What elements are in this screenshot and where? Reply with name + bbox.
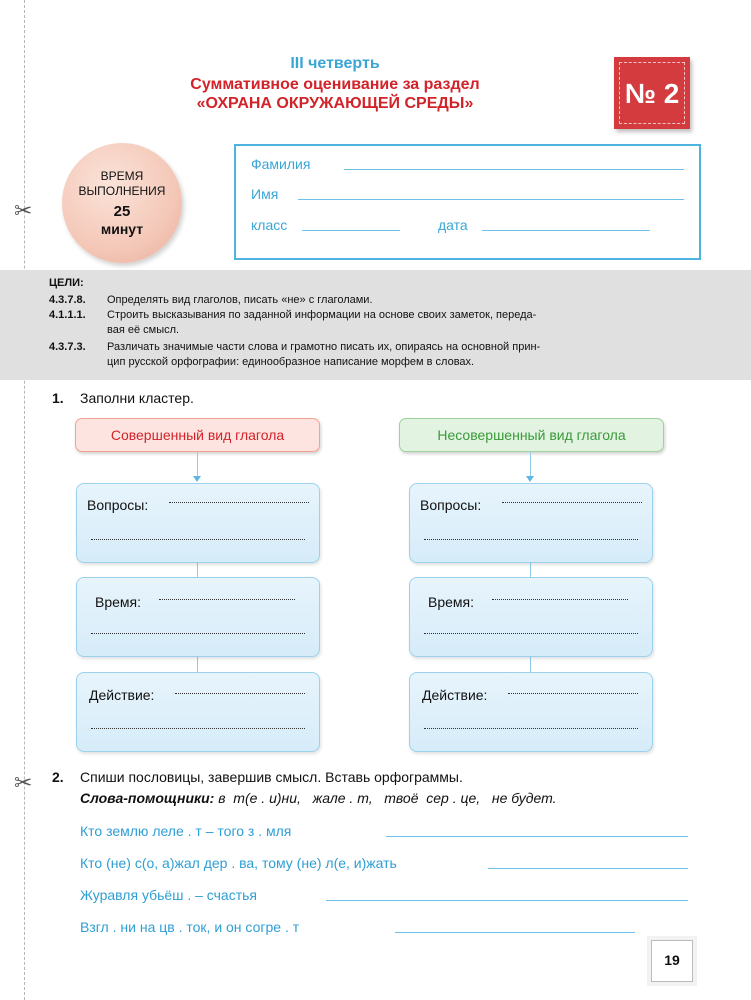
goals-title: ЦЕЛИ: bbox=[49, 277, 84, 289]
perfective-heading: Совершенный вид глагола bbox=[75, 418, 320, 452]
goal-code: 4.3.7.3. bbox=[49, 341, 86, 353]
answer-line bbox=[424, 539, 638, 540]
tense-label: Время: bbox=[95, 594, 142, 610]
arrow-down-icon bbox=[193, 476, 201, 482]
task1-instruction: Заполни кластер. bbox=[80, 390, 194, 406]
goal-item bbox=[49, 340, 540, 354]
scissors-icon: ✂ bbox=[14, 770, 33, 795]
questions-label: Вопросы: bbox=[420, 497, 482, 513]
proverb-4: Взгл . ни на цв . ток, и он согре . т bbox=[80, 919, 300, 935]
page-number: 19 bbox=[651, 940, 693, 982]
answer-line bbox=[91, 633, 305, 634]
cut-line bbox=[24, 0, 25, 1000]
perfective-questions-box[interactable] bbox=[76, 483, 320, 563]
proverb-answer-line[interactable] bbox=[488, 868, 688, 869]
answer-line bbox=[502, 502, 642, 503]
arrow-down-icon bbox=[526, 476, 534, 482]
action-label: Действие: bbox=[422, 687, 488, 703]
goals-panel bbox=[0, 270, 751, 380]
action-label: Действие: bbox=[89, 687, 155, 703]
assessment-number: № 2 bbox=[619, 62, 685, 124]
surname-label: Фамилия bbox=[251, 156, 311, 172]
helper-words bbox=[80, 790, 557, 806]
goal-text-cont: вая её смысл. bbox=[107, 324, 180, 336]
proverb-3: Журавля убьёш . – счастья bbox=[80, 887, 257, 903]
goal-text-cont: цип русской орфографии: единообразное написание морфем в словах. bbox=[107, 356, 475, 368]
date-field[interactable] bbox=[482, 230, 650, 231]
helpers-words: в т(е . и)ни, жале . т, твоё сер . це, не будет. bbox=[218, 790, 557, 806]
goal-text: Определять вид глаголов, писать «не» с глаголами. bbox=[107, 294, 373, 306]
scissors-icon: ✂ bbox=[14, 198, 33, 223]
answer-line bbox=[424, 728, 638, 729]
tense-label: Время: bbox=[428, 594, 475, 610]
goal-text: Различать значимые части слова и грамотно писать их, опираясь на основной прин- bbox=[107, 341, 541, 353]
name-field[interactable] bbox=[298, 199, 684, 200]
student-info-box bbox=[234, 144, 701, 260]
goal-item bbox=[49, 293, 373, 307]
goal-code: 4.1.1.1. bbox=[49, 309, 86, 321]
class-label: класс bbox=[251, 217, 288, 233]
task1-number: 1. bbox=[52, 390, 64, 406]
imperfective-tense-box[interactable] bbox=[409, 577, 653, 657]
assessment-title: Суммативное оценивание за раздел bbox=[190, 76, 480, 93]
task2-number: 2. bbox=[52, 769, 64, 785]
answer-line bbox=[492, 599, 628, 600]
assessment-number-badge bbox=[614, 57, 690, 129]
goal-code: 4.3.7.8. bbox=[49, 294, 86, 306]
answer-line bbox=[91, 539, 305, 540]
imperfective-questions-box[interactable] bbox=[409, 483, 653, 563]
answer-line bbox=[175, 693, 305, 694]
time-value: 25 bbox=[113, 203, 131, 220]
proverb-2: Кто (не) с(о, а)жал дер . ва, тому (не) л(е, и)жать bbox=[80, 855, 397, 871]
perfective-action-box[interactable] bbox=[76, 672, 320, 752]
goal-item bbox=[49, 308, 536, 322]
time-unit: минут bbox=[100, 221, 144, 237]
imperfective-action-box[interactable] bbox=[409, 672, 653, 752]
proverb-answer-line[interactable] bbox=[386, 836, 688, 837]
task2-instruction: Спиши пословицы, завершив смысл. Вставь орфограммы. bbox=[80, 769, 463, 785]
imperfective-heading: Несовершенный вид глагола bbox=[399, 418, 664, 452]
answer-line bbox=[424, 633, 638, 634]
name-label: Имя bbox=[251, 186, 279, 202]
class-field[interactable] bbox=[302, 230, 400, 231]
surname-field[interactable] bbox=[344, 169, 684, 170]
questions-label: Вопросы: bbox=[87, 497, 149, 513]
time-label-1: ВРЕМЯ bbox=[100, 169, 144, 183]
time-label-2: ВЫПОЛНЕНИЯ bbox=[78, 184, 166, 198]
goal-text: Строить высказывания по заданной информации на основе своих заметок, переда- bbox=[107, 309, 537, 321]
helpers-label: Слова-помощники: bbox=[80, 790, 215, 806]
answer-line bbox=[508, 693, 638, 694]
proverb-answer-line[interactable] bbox=[326, 900, 688, 901]
quarter-title: III четверть bbox=[290, 55, 380, 72]
answer-line bbox=[169, 502, 309, 503]
section-title: «ОХРАНА ОКРУЖАЮЩЕЙ СРЕДЫ» bbox=[196, 95, 474, 112]
answer-line bbox=[159, 599, 295, 600]
date-label: дата bbox=[438, 217, 468, 233]
answer-line bbox=[91, 728, 305, 729]
perfective-tense-box[interactable] bbox=[76, 577, 320, 657]
time-badge bbox=[62, 143, 182, 263]
proverb-1: Кто землю леле . т – того з . мля bbox=[80, 823, 292, 839]
proverb-answer-line[interactable] bbox=[395, 932, 635, 933]
